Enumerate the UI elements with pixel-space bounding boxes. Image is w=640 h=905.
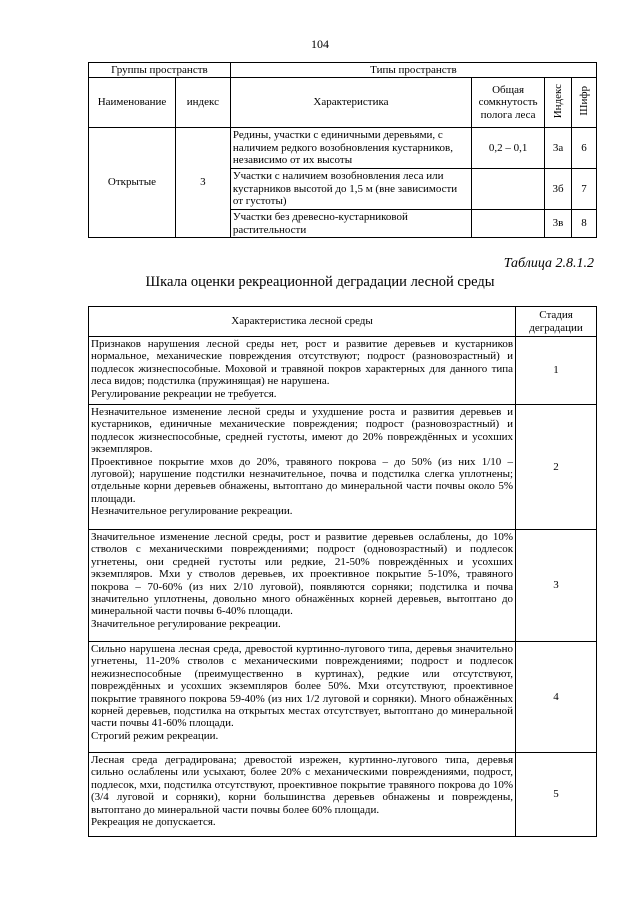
row-1-density: 0,2 – 0,1 [472,128,545,169]
row-2-text: Участки с наличием возобновления леса или кустарников высотой до 1,5 м (вне зависимости от густоты) [230,169,471,210]
row-2-density [472,169,545,210]
degradation-row-4 [89,642,516,753]
page-number: 104 [311,37,329,51]
row-3-paragraph: Значительное изменение лесной среды, рост и развитие деревьев ослаблены, до 10% стволов с механическими повреждениями; подрост (одновозрастный) и подлесок угнетены, они средней густоты или редкие, 21-50% повреждённых и усохших экземпляров. Мхи у стволов деревьев, их проективное покрытие 5-10%, травяного покрова – 70-60% (из них 2/10 луговой), появляются сорняки; подстилка и почва значительно уплотнены, довольно много обнажённых корней деревьев, вытоптано до минеральной части почвы 6-40% площади. [91,531,514,618]
row-1-code: 6 [572,128,597,169]
header-index-vertical-cell [545,78,572,128]
row-2-index: 3б [545,169,572,210]
header-density: Общая сомкнутость полога леса [472,78,545,128]
row-2-paragraph: Незначительное изменение лесной среды и ухудшение роста и развития деревьев и кустарников, единичные механические повреждения; подрост (разновозрастный) и подлесок жизнеспособные, средней густоты, имеют до 20% повреждённых и усохших экземпляров. [91,406,514,456]
stage-3: 3 [516,530,597,642]
degradation-row-5 [89,753,516,837]
row-1-text: Редины, участки с единичными деревьями, с наличием редкого возобновления кустарников, независимо от их высоты [230,128,471,169]
stage-1: 1 [516,337,597,405]
row-3-code: 8 [572,210,597,238]
space-types-table [88,62,597,238]
row-1-paragraph: Регулирование рекреации не требуется. [91,387,277,400]
group-name: Открытые [89,128,176,238]
row-5-paragraph: Лесная среда деградирована; древостой изрежен, куртинно-лугового типа, деревья сильно ослаблены или усыхают, более 20% с механическими повреждениями, подрост, подлесок, мхи, подстилка отсутствуют, проективное покрытие травяного покрова до 10% (3/4 луговой и сорняки), корни большинства деревьев обнажены и повреждены, вытоптано до минеральной части почвы более 60% площади. [91,754,514,816]
table-number: Таблица 2.8.1.2 [503,256,594,271]
row-4-paragraph: Строгий режим рекреации. [91,729,219,742]
header-types: Типы пространств [230,63,596,78]
stage-5: 5 [516,753,597,837]
group-index: 3 [175,128,230,238]
header-characteristic: Характеристика [230,78,471,128]
row-3-index: 3в [545,210,572,238]
row-2-paragraph: Незначительное регулирование рекреации. [91,505,293,518]
row-3-density [472,210,545,238]
header-code-vertical-cell [572,78,597,128]
table-title: Шкала оценки рекреационной деградации лесной среды [145,274,495,290]
header-groups: Группы пространств [89,63,231,78]
row-3-text: Участки без древесно-кустарниковой растительности [230,210,471,238]
stage-4: 4 [516,642,597,753]
header-stage: Стадия деградации [516,307,597,337]
row-2-code: 7 [572,169,597,210]
row-1-paragraph: Признаков нарушения лесной среды нет, рост и развитие деревьев и кустарников нормальное, механические повреждения отсутствуют; подрост (разновозрастный) и подлесок жизнеспособные. Моховой и травяной покров характерных для данного типа леса видов; подстилка (пружинящая) не нарушена. [91,338,514,388]
header-index: индекс [175,78,230,128]
header-characteristic-forest: Характеристика лесной среды [89,307,516,337]
degradation-row-3 [89,530,516,642]
header-name: Наименование [89,78,176,128]
row-3-paragraph: Значительное регулирование рекреации. [91,617,281,630]
row-5-paragraph: Рекреация не допускается. [91,816,216,829]
header-index-vertical: Индекс [551,83,564,118]
row-1-index: 3а [545,128,572,169]
row-4-paragraph: Сильно нарушена лесная среда, древостой куртинно-лугового типа, деревья значительно угнетены, 11-20% стволов с механическими повреждениями; подрост и подлесок нежизнеспособные (преимущественно в куртинах), редкие или отсутствуют, повреждённых и усохших экземпляров более 50%. Мхи отсутствуют, проективное покрытие травяного покрова 59-40% (из них 1/2 луговой и сорняки). Много обнажённых корней деревьев, подстилка на открытых местах отсутствует, вытоптано до минеральной части почвы 41-60% площади. [91,643,514,730]
degradation-row-1 [89,337,516,405]
header-code-vertical: Шифр [577,85,590,116]
degradation-row-2 [89,405,516,530]
degradation-scale-table [88,306,597,837]
stage-2: 2 [516,405,597,530]
row-2-paragraph: Проективное покрытие мхов до 20%, травяного покрова – до 50% (из них 1/10 – луговой); нарушение подстилки незначительное, почва и подстилка слегка уплотнены; отдельные корни деревьев обнажены, вытоптано до минеральной части почвы около 5% площади. [91,455,514,505]
